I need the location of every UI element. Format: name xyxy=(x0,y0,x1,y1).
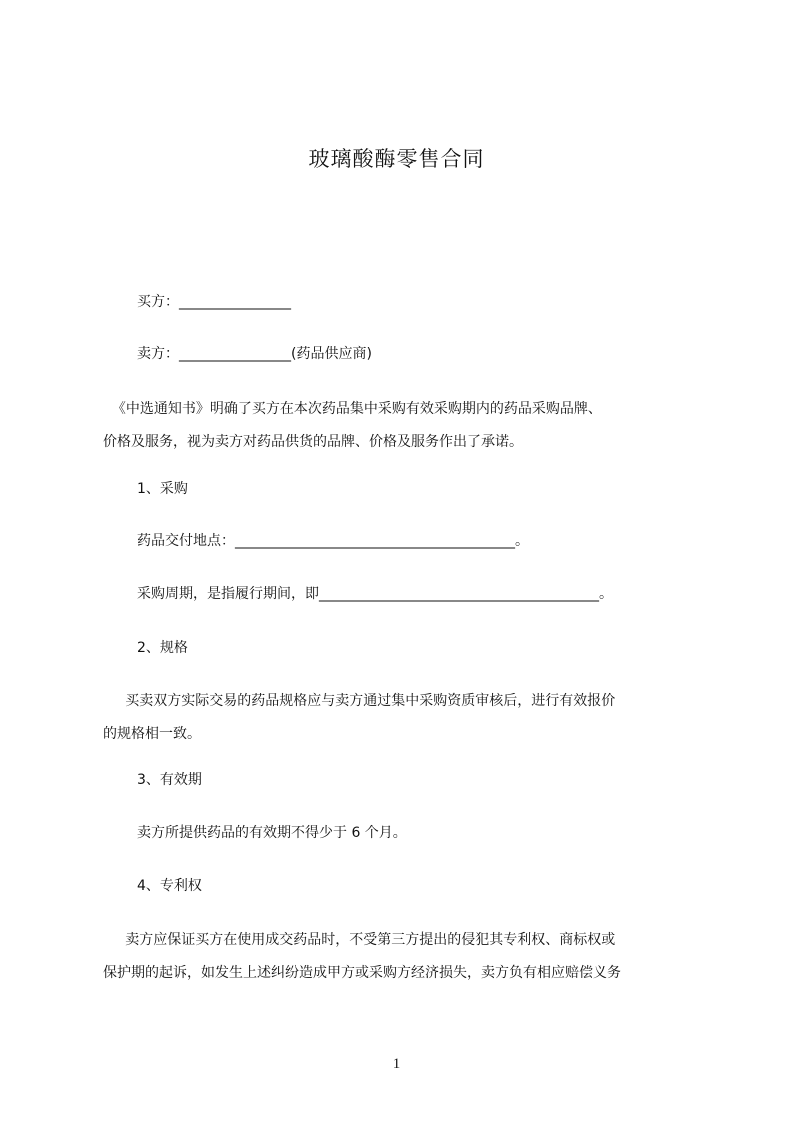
buyer-line: 买方：________________ xyxy=(137,294,291,310)
document-title: 玻璃酸酶零售合同 xyxy=(308,147,485,171)
section-2-heading: 2、规格 xyxy=(137,640,188,656)
section-1-heading: 1、采购 xyxy=(137,481,188,497)
intro-line-1: 《中选通知书》明确了买方在本次药品集中采购有效采购期内的药品采购品牌、 xyxy=(103,401,602,417)
section-4-heading: 4、专利权 xyxy=(137,878,202,894)
spec-line-2: 的规格相一致。 xyxy=(103,726,201,742)
spec-paragraph xyxy=(103,685,703,751)
page-number: 1 xyxy=(392,1056,401,1072)
patent-line-1: 卖方应保证买方在使用成交药品时，不受第三方提出的侵犯其专利权、商标权或 xyxy=(103,932,616,948)
intro-line-2: 价格及服务，视为卖方对药品供货的品牌、价格及服务作出了承诺。 xyxy=(103,434,523,450)
spec-line-1: 买卖双方实际交易的药品规格应与卖方通过集中采购资质审核后，进行有效报价 xyxy=(103,693,616,709)
validity-line: 卖方所提供药品的有效期不得少于 6 个月。 xyxy=(137,825,407,841)
procurement-period-line: 采购周期，是指履行期间，即________________________________________。 xyxy=(137,586,613,602)
patent-line-2: 保护期的起诉，如发生上述纠纷造成甲方或采购方经济损失，卖方负有相应赔偿义务 xyxy=(103,965,621,981)
seller-line: 卖方：________________(药品供应商) xyxy=(137,346,372,362)
section-3-heading: 3、有效期 xyxy=(137,772,202,788)
delivery-location-line: 药品交付地点：________________________________________。 xyxy=(137,533,529,549)
patent-paragraph xyxy=(103,924,703,990)
intro-paragraph xyxy=(103,393,703,459)
